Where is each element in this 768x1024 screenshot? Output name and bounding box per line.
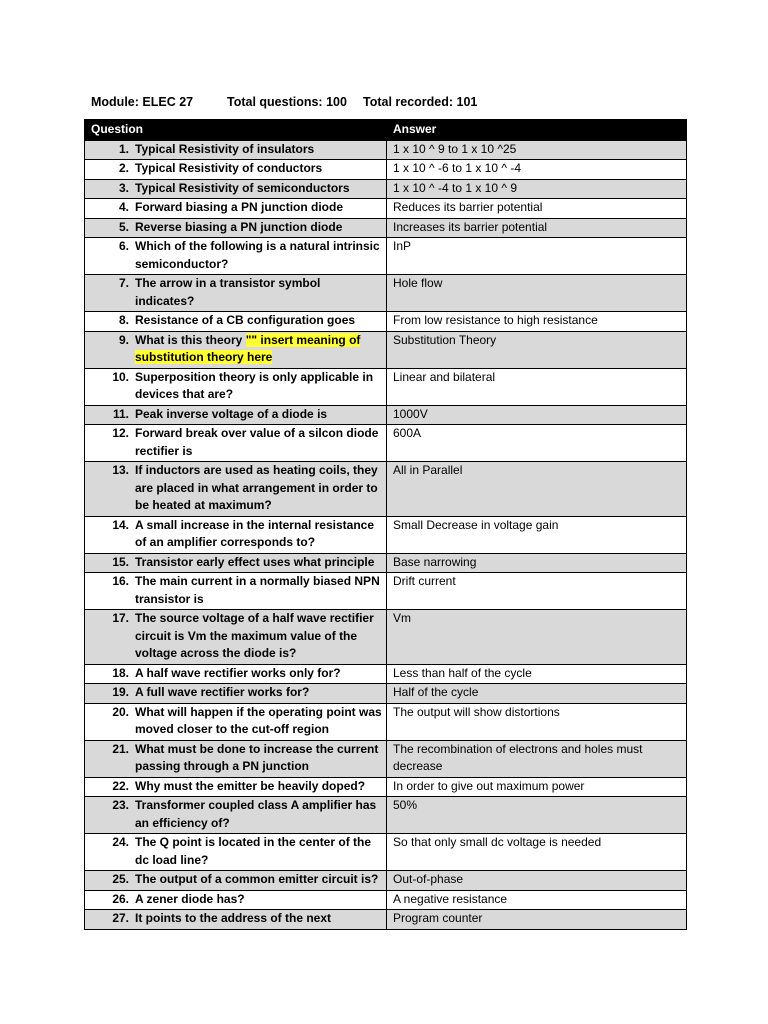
answer-cell: A negative resistance: [387, 890, 687, 910]
question-content: [91, 554, 382, 572]
table-row: [85, 553, 687, 573]
answer-cell: 1 x 10 ^ -6 to 1 x 10 ^ -4: [387, 160, 687, 180]
table-row: [85, 797, 687, 834]
total-questions-label: Total questions: 100: [227, 95, 347, 109]
question-number: 14.: [112, 517, 129, 532]
question-cell: [85, 368, 387, 405]
answer-cell: 1 x 10 ^ -4 to 1 x 10 ^ 9: [387, 179, 687, 199]
table-row: [85, 199, 687, 219]
table-row: [85, 179, 687, 199]
question-content: [91, 332, 382, 367]
table-row: [85, 368, 687, 405]
question-number: 27.: [112, 911, 129, 925]
question-cell: [85, 238, 387, 275]
answer-cell: Base narrowing: [387, 553, 687, 573]
question-text: Forward biasing a PN junction diode: [135, 200, 344, 214]
question-text: A half wave rectifier works only for?: [135, 665, 341, 680]
question-cell: [85, 834, 387, 871]
answer-cell: Reduces its barrier potential: [387, 199, 687, 219]
answer-cell: Program counter: [387, 910, 687, 930]
table-header-row: [85, 120, 687, 141]
table-row: [85, 610, 687, 665]
question-cell: [85, 871, 387, 891]
question-text: Transistor early effect uses what principle: [135, 554, 375, 569]
question-number: 21.: [112, 741, 129, 756]
question-text: If inductors are used as heating coils, they are placed in what arrangement in order to be heated at maximum?: [135, 463, 378, 512]
question-cell: [85, 797, 387, 834]
answer-cell: In order to give out maximum power: [387, 777, 687, 797]
question-content: [91, 741, 382, 776]
answer-cell: All in Parallel: [387, 462, 687, 517]
question-number: 13.: [112, 463, 129, 477]
question-content: [91, 238, 382, 273]
question-number: 4.: [118, 200, 129, 214]
question-text: Resistance of a CB configuration goes: [135, 313, 356, 327]
table-row: [85, 890, 687, 910]
answer-cell: Out-of-phase: [387, 871, 687, 891]
question-text: Which of the following is a natural intrinsic semiconductor?: [135, 239, 380, 271]
table-row: [85, 664, 687, 684]
table-row: [85, 312, 687, 332]
question-text: Peak inverse voltage of a diode is: [135, 406, 328, 421]
table-row: [85, 834, 687, 871]
question-text: Typical Resistivity of conductors: [135, 161, 323, 175]
question-text: Transformer coupled class A amplifier has an efficiency of?: [135, 798, 377, 830]
question-cell: [85, 553, 387, 573]
question-cell: [85, 312, 387, 332]
question-text: What must be done to increase the current passing through a PN junction: [135, 741, 379, 773]
total-recorded-label: Total recorded: 101: [363, 95, 478, 109]
question-number: 19.: [112, 685, 129, 699]
question-cell: [85, 573, 387, 610]
question-content: [91, 910, 382, 928]
question-cell: [85, 218, 387, 238]
question-cell: [85, 179, 387, 199]
question-text: The Q point is located in the center of the dc load line?: [135, 835, 372, 867]
question-content: [91, 891, 382, 909]
question-content: [91, 665, 382, 683]
question-number: 23.: [112, 798, 129, 812]
question-text: A zener diode has?: [135, 891, 245, 906]
question-number: 15.: [112, 554, 129, 569]
question-text: The source voltage of a half wave rectifier circuit is Vm the maximum value of the voltage across the diode is?: [135, 611, 374, 660]
table-row: [85, 684, 687, 704]
table-row: [85, 405, 687, 425]
question-number: 9.: [118, 332, 129, 347]
question-content: [91, 462, 382, 515]
question-number: 3.: [118, 180, 129, 195]
question-text: Why must the emitter be heavily doped?: [135, 778, 366, 793]
table-row: [85, 703, 687, 740]
question-number: 24.: [112, 835, 129, 849]
question-number: 11.: [112, 406, 129, 421]
question-content: [91, 312, 382, 330]
question-number: 20.: [112, 704, 129, 719]
question-cell: [85, 516, 387, 553]
question-content: [91, 610, 382, 663]
question-content: [91, 219, 382, 237]
question-content: [91, 871, 382, 889]
question-cell: [85, 199, 387, 219]
question-number: 8.: [118, 313, 129, 327]
table-row: [85, 160, 687, 180]
question-content: [91, 180, 382, 198]
question-number: 25.: [112, 872, 129, 886]
answer-cell: 1000V: [387, 405, 687, 425]
question-number: 10.: [112, 369, 129, 384]
question-cell: [85, 890, 387, 910]
question-cell: [85, 331, 387, 368]
answer-cell: The recombination of electrons and holes must decrease: [387, 740, 687, 777]
answer-cell: Drift current: [387, 573, 687, 610]
question-text: A full wave rectifier works for?: [135, 685, 310, 699]
question-content: [91, 517, 382, 552]
question-number: 12.: [112, 426, 129, 440]
question-content: [91, 160, 382, 178]
answer-cell: 50%: [387, 797, 687, 834]
question-cell: [85, 462, 387, 517]
question-cell: [85, 664, 387, 684]
question-text: Reverse biasing a PN junction diode: [135, 219, 343, 234]
question-cell: [85, 140, 387, 160]
question-number: 6.: [118, 239, 129, 253]
table-row: [85, 573, 687, 610]
question-text: Superposition theory is only applicable in devices that are?: [135, 369, 374, 401]
question-cell: [85, 684, 387, 704]
question-cell: [85, 703, 387, 740]
table-row: [85, 238, 687, 275]
question-text: The arrow in a transistor symbol indicates?: [135, 276, 321, 308]
question-text: Typical Resistivity of insulators: [135, 141, 315, 156]
answer-cell: 600A: [387, 425, 687, 462]
module-label: Module: ELEC 27: [91, 95, 194, 109]
question-content: [91, 778, 382, 796]
question-content: [91, 406, 382, 424]
table-body: [85, 140, 687, 929]
table-row: [85, 777, 687, 797]
question-number: 1.: [118, 141, 129, 156]
question-text-plain: What is this theory: [135, 332, 246, 347]
answer-cell: InP: [387, 238, 687, 275]
answer-cell: Half of the cycle: [387, 684, 687, 704]
question-cell: [85, 405, 387, 425]
answer-cell: 1 x 10 ^ 9 to 1 x 10 ^25: [387, 140, 687, 160]
question-answer-table: [84, 119, 687, 930]
question-number: 2.: [118, 161, 129, 175]
question-content: [91, 573, 382, 608]
question-cell: [85, 777, 387, 797]
question-text: [135, 332, 382, 367]
table-row: [85, 218, 687, 238]
answer-cell: Small Decrease in voltage gain: [387, 516, 687, 553]
question-content: [91, 797, 382, 832]
table-row: [85, 871, 687, 891]
question-content: [91, 199, 382, 217]
question-number: 17.: [112, 611, 129, 625]
answer-cell: The output will show distortions: [387, 703, 687, 740]
question-cell: [85, 275, 387, 312]
answer-cell: Hole flow: [387, 275, 687, 312]
table-row: [85, 275, 687, 312]
answer-cell: So that only small dc voltage is needed: [387, 834, 687, 871]
question-text: The main current in a normally biased NPN transistor is: [135, 574, 380, 606]
table-row: [85, 910, 687, 930]
question-content: [91, 369, 382, 404]
answer-cell: Vm: [387, 610, 687, 665]
question-content: [91, 834, 382, 869]
question-number: 22.: [112, 778, 129, 793]
answer-cell: Less than half of the cycle: [387, 664, 687, 684]
question-cell: [85, 425, 387, 462]
question-number: 26.: [112, 891, 129, 906]
answer-cell: Substitution Theory: [387, 331, 687, 368]
question-text: Typical Resistivity of semiconductors: [135, 180, 350, 195]
question-text-highlight: "" insert meaning of substitution theory here: [135, 332, 361, 364]
question-content: [91, 141, 382, 159]
document-header: [91, 95, 477, 109]
answer-cell: From low resistance to high resistance: [387, 312, 687, 332]
table-row: [85, 740, 687, 777]
answer-cell: Increases its barrier potential: [387, 218, 687, 238]
question-cell: [85, 740, 387, 777]
question-content: [91, 704, 382, 739]
answer-cell: Linear and bilateral: [387, 368, 687, 405]
question-number: 5.: [118, 219, 129, 234]
question-content: [91, 425, 382, 460]
question-cell: [85, 160, 387, 180]
question-text: A small increase in the internal resistance of an amplifier corresponds to?: [135, 517, 374, 549]
column-header-question: Question: [85, 120, 387, 141]
question-text: Forward break over value of a silcon diode rectifier is: [135, 426, 379, 458]
table-row: [85, 331, 687, 368]
question-text: What will happen if the operating point was moved closer to the cut-off region: [135, 704, 382, 736]
question-number: 7.: [118, 276, 129, 290]
question-text: The output of a common emitter circuit is?: [135, 872, 379, 886]
table-row: [85, 462, 687, 517]
question-content: [91, 275, 382, 310]
question-cell: [85, 610, 387, 665]
question-content: [91, 684, 382, 702]
table-row: [85, 140, 687, 160]
question-number: 18.: [112, 665, 129, 680]
table-row: [85, 516, 687, 553]
table-row: [85, 425, 687, 462]
question-number: 16.: [112, 574, 129, 588]
question-text: It points to the address of the next: [135, 911, 332, 925]
question-cell: [85, 910, 387, 930]
column-header-answer: Answer: [387, 120, 687, 141]
